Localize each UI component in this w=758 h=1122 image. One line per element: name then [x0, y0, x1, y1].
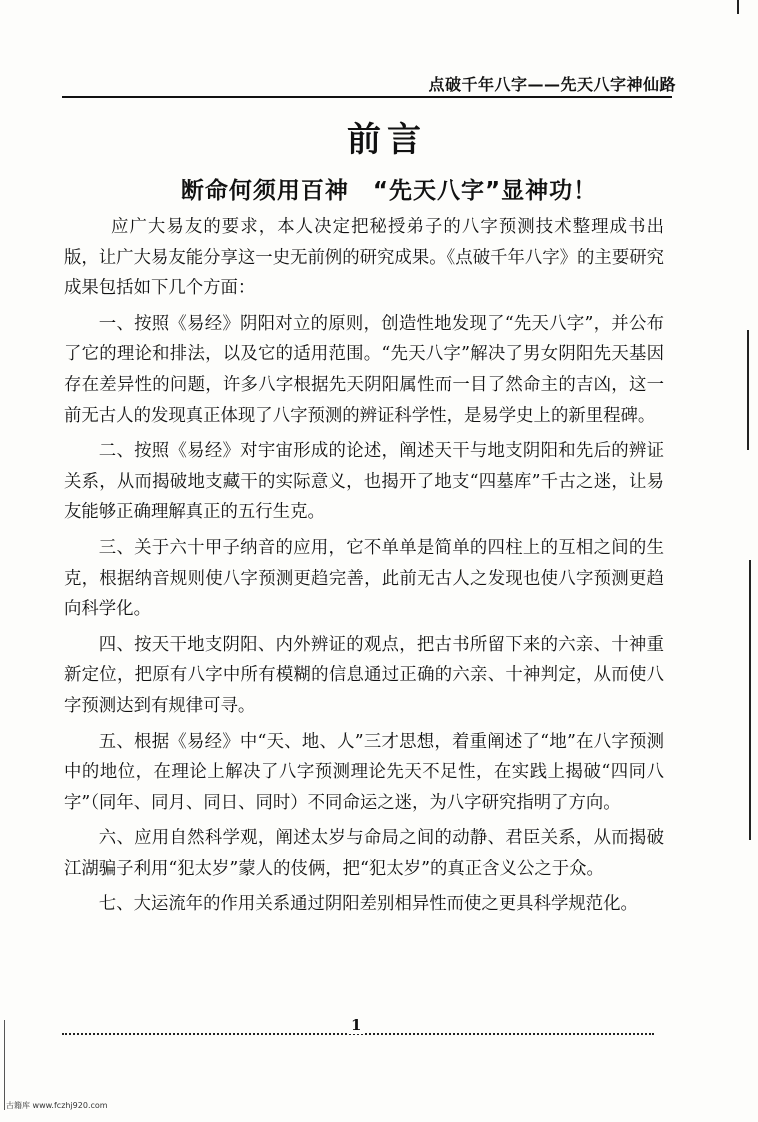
header-rule [62, 96, 672, 98]
paragraph-point-5: 五、根据《易经》中“天、地、人”三才思想，着重阐述了“地”在八字预测中的地位，在理论上解决了八字预测理论先天不足性，在实践上揭破“四同八字”（同年、同月、同日、同时）不同命运之迷，为八字研究指明了方向。 [64, 731, 664, 813]
paragraph-point-1: 一、按照《易经》阴阳对立的原则，创造性地发现了“先天八字”，并公布了它的理论和排法，以及它的适用范围。“先天八字”解决了男女阴阳先天基因存在差异性的问题，许多八字根据先天阴阳属性而一目了然命主的吉凶，这一前无古人的发现真正体现了八字预测的辨证科学性，是易学史上的新里程碑。 [64, 313, 664, 426]
scan-edge-mark [749, 560, 751, 840]
body-text [64, 212, 664, 925]
paragraph-point-2: 二、按照《易经》对宇宙形成的论述，阐述天干与地支阴阳和先后的辨证关系，从而揭破地支藏干的实际意义，也揭开了地支“四墓库”千古之迷，让易友能够正确理解真正的五行生克。 [64, 441, 664, 523]
paragraph-point-6: 六、应用自然科学观，阐述太岁与命局之间的动静、君臣关系，从而揭破江湖骗子利用“犯太岁”蒙人的伎俩，把“犯太岁”的真正含义公之于众。 [64, 828, 664, 879]
scan-edge-mark [4, 1020, 5, 1110]
scan-edge-mark [737, 0, 739, 14]
paragraph-intro: 应广大易友的要求，本人决定把秘授弟子的八字预测技术整理成书出版，让广大易友能分享这一史无前例的研究成果。《点破千年八字》的主要研究成果包括如下几个方面： [64, 217, 664, 299]
page-subtitle: 断命何须用百神 “先天八字”显神功！ [180, 178, 598, 204]
page-title: 前言 [347, 120, 427, 160]
watermark: 古籍库 www.fczhj920.com [6, 1101, 108, 1110]
paragraph-point-3: 三、关于六十甲子纳音的应用，它不单单是简单的四柱上的互相之间的生克，根据纳音规则使八字预测更趋完善，此前无古人之发现也使八字预测更趋向科学化。 [64, 537, 664, 620]
running-header: 点破千年八字——先天八字神仙路 [428, 75, 676, 94]
page-number: 1 [351, 1016, 362, 1034]
paragraph-point-4: 四、按天干地支阴阳、内外辨证的观点，把古书所留下来的六亲、十神重新定位，把原有八字中所有模糊的信息通过正确的六亲、十神判定，从而使八字预测达到有规律可寻。 [64, 634, 664, 716]
paragraph-point-7: 七、大运流年的作用关系通过阴阳差别相异性而使之更具科学规范化。 [98, 894, 638, 915]
scan-edge-mark [747, 330, 749, 450]
